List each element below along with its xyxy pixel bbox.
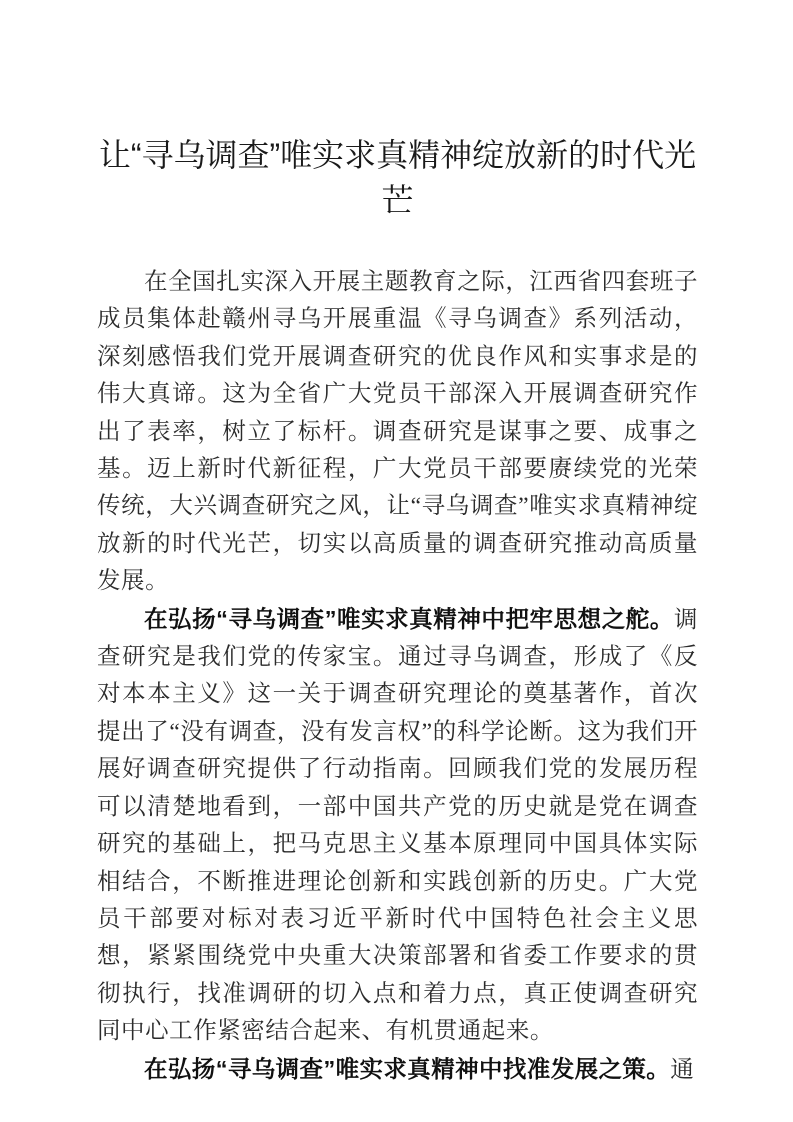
paragraph-2-text: 调查研究是我们党的传家宝。通过寻乌调查，形成了《反对本本主义》这一关于调查研究理论的奠基著作，首次提出了“没有调查，没有发言权”的科学论断。这为我们开展好调查研究提供了行动指南。回顾我们党的发展历程可以清楚地看到，一部中国共产党的历史就是党在调查研究的基础上，把马克思主义基本原理同中国具体实际相结合，不断推进理论创新和实践创新的历史。广大党员干部要对标对表习近平新时代中国特色社会主义思想，紧紧围绕党中央重大决策部署和省委工作要求的贯彻执行，找准调研的切入点和着力点，真正使调查研究同中心工作紧密结合起来、有机贯通起来。	[97, 606, 698, 1045]
paragraph-3-text: 通	[670, 1056, 695, 1083]
paragraph-2	[97, 601, 698, 1051]
page-title: 让“寻乌调查”唯实求真精神绽放新的时代光芒	[98, 137, 697, 218]
page-content	[97, 0, 698, 1089]
paragraph-1	[97, 263, 698, 601]
paragraph-2-lead: 在弘扬“寻乌调查”唯实求真精神中把牢思想之舵。	[144, 605, 674, 632]
paragraph-1-text: 在全国扎实深入开展主题教育之际，江西省四套班子成员集体赴赣州寻乌开展重温《寻乌调查》系列活动，深刻感悟我们党开展调查研究的优良作风和实事求是的伟大真谛。这为全省广大党员干部深入开展调查研究作出了表率，树立了标杆。调查研究是谋事之要、成事之基。迈上新时代新征程，广大党员干部要赓续党的光荣传统，大兴调查研究之风，让“寻乌调查”唯实求真精神绽放新的时代光芒，切实以高质量的调查研究推动高质量发展。	[97, 269, 698, 595]
paragraph-3	[97, 1051, 698, 1089]
document-body	[97, 223, 698, 1089]
paragraph-3-lead: 在弘扬“寻乌调查”唯实求真精神中找准发展之策。	[144, 1055, 671, 1082]
